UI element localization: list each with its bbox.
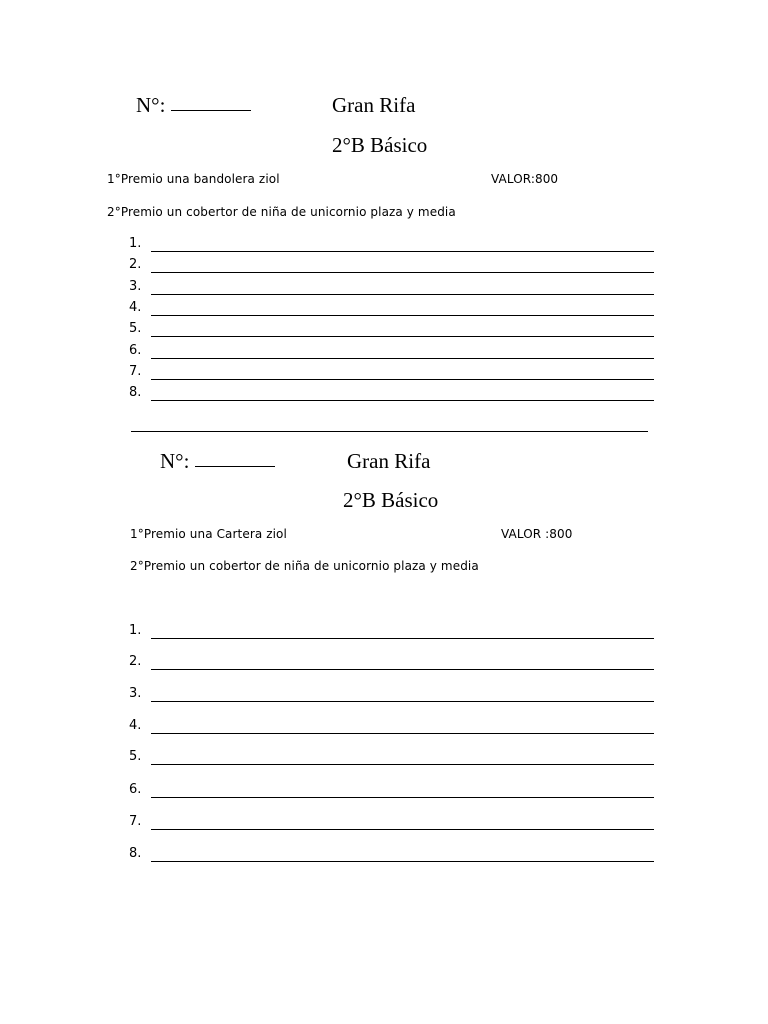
line-number: 8. xyxy=(129,846,142,861)
line-number: 4. xyxy=(129,300,142,315)
ticket-number-blank[interactable] xyxy=(195,466,275,467)
write-line[interactable] xyxy=(151,861,654,862)
ticket-number-label: N°: xyxy=(136,93,166,117)
ticket-value: VALOR :800 xyxy=(501,527,573,541)
write-line[interactable] xyxy=(151,379,654,380)
write-line[interactable] xyxy=(151,829,654,830)
line-number: 1. xyxy=(129,236,142,251)
second-prize: 2°Premio un cobertor de niña de unicornio plaza y media xyxy=(130,559,479,573)
line-number: 5. xyxy=(129,321,142,336)
write-line[interactable] xyxy=(151,272,654,273)
list-item[interactable] xyxy=(129,621,654,639)
raffle-title: Gran Rifa xyxy=(332,93,416,117)
list-item[interactable] xyxy=(129,362,654,380)
line-number: 7. xyxy=(129,814,142,829)
second-prize: 2°Premio un cobertor de niña de unicornio plaza y media xyxy=(107,205,456,219)
line-number: 2. xyxy=(129,654,142,669)
write-line[interactable] xyxy=(151,251,654,252)
line-number: 7. xyxy=(129,364,142,379)
list-item[interactable] xyxy=(129,298,654,316)
list-item[interactable] xyxy=(129,716,654,734)
ticket-value: VALOR:800 xyxy=(491,172,559,186)
write-line[interactable] xyxy=(151,315,654,316)
list-item[interactable] xyxy=(129,780,654,798)
ticket-number-field[interactable] xyxy=(136,93,251,118)
write-line[interactable] xyxy=(151,701,654,702)
line-number: 5. xyxy=(129,749,142,764)
list-item[interactable] xyxy=(129,812,654,830)
write-line[interactable] xyxy=(151,797,654,798)
write-line[interactable] xyxy=(151,400,654,401)
write-line[interactable] xyxy=(151,336,654,337)
list-item[interactable] xyxy=(129,383,654,401)
class-subtitle: 2°B Básico xyxy=(343,488,439,512)
first-prize: 1°Premio una Cartera ziol xyxy=(130,527,287,541)
line-number: 2. xyxy=(129,257,142,272)
list-item[interactable] xyxy=(129,652,654,670)
line-number: 6. xyxy=(129,343,142,358)
list-item[interactable] xyxy=(129,255,654,273)
list-item[interactable] xyxy=(129,277,654,295)
first-prize: 1°Premio una bandolera ziol xyxy=(107,172,280,186)
list-item[interactable] xyxy=(129,234,654,252)
line-number: 3. xyxy=(129,279,142,294)
list-item[interactable] xyxy=(129,747,654,765)
line-number: 3. xyxy=(129,686,142,701)
write-line[interactable] xyxy=(151,638,654,639)
raffle-title: Gran Rifa xyxy=(347,449,431,473)
list-item[interactable] xyxy=(129,844,654,862)
write-line[interactable] xyxy=(151,669,654,670)
line-number: 4. xyxy=(129,718,142,733)
write-line[interactable] xyxy=(151,733,654,734)
ticket-number-blank[interactable] xyxy=(171,110,251,111)
cut-line-divider xyxy=(131,431,648,432)
line-number: 8. xyxy=(129,385,142,400)
list-item[interactable] xyxy=(129,684,654,702)
class-subtitle: 2°B Básico xyxy=(332,133,428,157)
line-number: 1. xyxy=(129,623,142,638)
ticket-number-label: N°: xyxy=(160,449,190,473)
ticket-number-field[interactable] xyxy=(160,449,275,474)
line-number: 6. xyxy=(129,782,142,797)
write-line[interactable] xyxy=(151,764,654,765)
list-item[interactable] xyxy=(129,319,654,337)
write-line[interactable] xyxy=(151,358,654,359)
list-item[interactable] xyxy=(129,341,654,359)
write-line[interactable] xyxy=(151,294,654,295)
